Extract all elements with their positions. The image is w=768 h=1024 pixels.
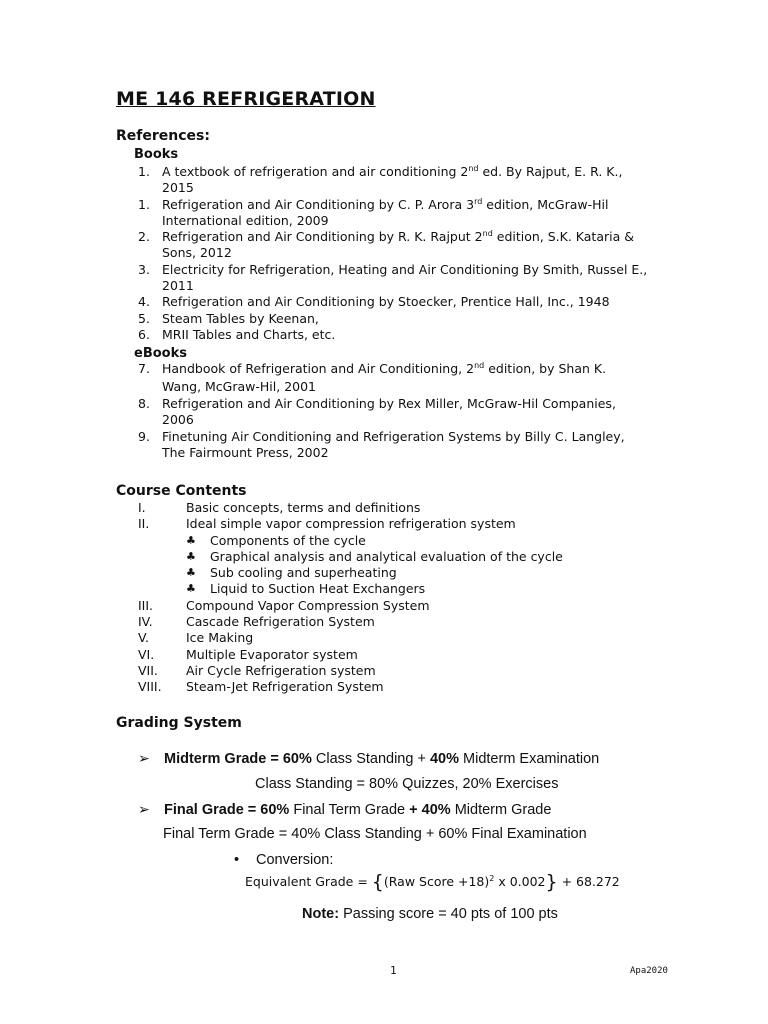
course-item-number: II. [138, 516, 150, 532]
reference-number: 1. [138, 164, 150, 179]
reference-text [162, 311, 648, 327]
reference-text-main: A textbook of refrigeration and air conditioning 2 [162, 164, 469, 179]
reference-text-main: Handbook of Refrigeration and Air Conditioning, 2 [162, 361, 475, 376]
reference-number: 9. [138, 428, 150, 444]
page-number: 1 [390, 964, 397, 977]
reference-text [162, 327, 648, 343]
conversion-label: Conversion: [256, 852, 334, 868]
course-subitem [138, 533, 638, 549]
course-item [138, 614, 638, 630]
equiv-mid: (Raw Score +18) [383, 874, 490, 889]
course-item [138, 630, 638, 646]
reference-item [138, 262, 648, 295]
final-grade-pct: + 40% [409, 802, 451, 818]
class-standing-line: Class Standing = 80% Quizzes, 20% Exercises [255, 776, 559, 792]
document-id: Apa2020 [630, 966, 668, 976]
course-item-text: Steam-Jet Refrigeration System [186, 679, 384, 695]
equiv-end: + 68.272 [557, 874, 620, 889]
reference-item [138, 429, 648, 462]
course-item-number: IV. [138, 614, 153, 630]
equivalent-grade-formula [245, 871, 620, 893]
club-bullet-icon: ♣ [186, 566, 196, 580]
course-subitem-text: Components of the cycle [210, 532, 366, 548]
reference-text [162, 262, 648, 295]
club-bullet-icon: ♣ [186, 549, 196, 563]
reference-item [138, 396, 648, 429]
course-subitem [138, 565, 638, 581]
course-subitem-text: Sub cooling and superheating [210, 565, 397, 581]
course-subitem [138, 549, 638, 565]
reference-text-rest: edition, S.K. Kataria & Sons, 2012 [162, 229, 634, 261]
course-item-text: Ideal simple vapor compression refrigeration system [186, 516, 516, 532]
reference-item [138, 294, 648, 310]
reference-superscript: nd [468, 163, 479, 173]
reference-item [138, 197, 648, 230]
course-item-number: III. [138, 597, 154, 613]
course-item-text: Ice Making [186, 630, 254, 646]
reference-text-main: Refrigeration and Air Conditioning by Stoecker, Prentice Hall, Inc., 1948 [162, 294, 610, 310]
equiv-pre: Equivalent Grade = [245, 874, 372, 889]
reference-item [138, 360, 648, 396]
arrow-bullet-icon: ➢ [138, 750, 150, 766]
midterm-grade-line [138, 750, 599, 767]
reference-text-main: Refrigeration and Air Conditioning by Rex Miller, McGraw-Hil Companies, 2006 [162, 396, 616, 428]
reference-superscript: nd [482, 229, 493, 239]
reference-text-rest: ed. By Rajput, E. R. K., 2015 [162, 164, 623, 196]
course-subitem-text: Liquid to Suction Heat Exchangers [210, 581, 426, 597]
course-item [138, 516, 638, 532]
reference-text-main: Electricity for Refrigeration, Heating and Air Conditioning By Smith, Russel E., 2011 [162, 261, 648, 294]
course-item [138, 598, 638, 614]
reference-text-rest: edition, McGraw-Hil International edition, 2009 [162, 196, 609, 228]
grading-system-heading: Grading System [116, 715, 242, 731]
reference-item [138, 229, 648, 262]
course-item-number: VII. [138, 662, 158, 678]
reference-text-main: Steam Tables by Keenan, [162, 310, 319, 326]
course-item-number: VIII. [138, 679, 162, 695]
course-contents-list [138, 500, 638, 696]
course-item-number: VI. [138, 646, 155, 662]
course-item-number: I. [138, 500, 146, 515]
note-label: Note: [302, 906, 340, 922]
note-line [302, 906, 558, 922]
course-subitem [138, 581, 638, 597]
books-heading: Books [134, 147, 179, 162]
midterm-grade-mid: Class Standing + [311, 751, 430, 767]
course-contents-heading: Course Contents [116, 483, 247, 499]
course-item-text: Air Cycle Refrigeration system [186, 662, 376, 678]
reference-item [138, 311, 648, 327]
equiv-sup: 2 [489, 873, 495, 883]
brace-open: { [371, 871, 384, 893]
final-grade-label: Final Grade = 60% [164, 802, 290, 818]
club-bullet-icon: ♣ [186, 533, 196, 547]
reference-superscript: nd [474, 360, 485, 370]
reference-number: 2. [138, 229, 150, 245]
final-grade-mid: Final Term Grade [289, 802, 410, 818]
ebooks-list [138, 360, 648, 461]
equiv-post: x 0.002 [494, 874, 546, 889]
course-item [138, 647, 638, 663]
final-grade-line [138, 801, 551, 818]
conversion-line [234, 852, 333, 868]
reference-text-main: Finetuning Air Conditioning and Refrigeration Systems by Billy C. Langley, The Fairmount Press, 2002 [162, 428, 625, 460]
reference-number: 7. [138, 361, 150, 376]
note-text: Passing score = 40 pts of 100 pts [339, 906, 558, 922]
reference-number: 8. [138, 396, 150, 411]
reference-text-main: Refrigeration and Air Conditioning by C. P. Arora 3 [162, 196, 475, 212]
course-item-text: Compound Vapor Compression System [186, 597, 430, 613]
course-item-number: V. [138, 630, 149, 646]
course-item [138, 679, 638, 695]
final-grade-end: Midterm Grade [450, 802, 552, 818]
midterm-grade-label: Midterm Grade = 60% [164, 751, 312, 767]
course-subitem-text: Graphical analysis and analytical evaluation of the cycle [210, 548, 563, 564]
reference-text-main: Refrigeration and Air Conditioning by R. K. Rajput 2 [162, 229, 483, 245]
page-title: ME 146 REFRIGERATION [116, 88, 376, 110]
brace-close: } [545, 871, 558, 893]
course-item-text: Multiple Evaporator system [186, 646, 358, 662]
reference-number: 6. [138, 326, 150, 342]
final-term-grade-line: Final Term Grade = 40% Class Standing + 60% Final Examination [163, 826, 587, 842]
reference-superscript: rd [474, 196, 483, 206]
course-item-text: Basic concepts, terms and definitions [186, 500, 421, 515]
reference-number: 5. [138, 310, 150, 326]
arrow-bullet-icon: ➢ [138, 801, 150, 817]
reference-item [138, 327, 648, 343]
reference-text-rest: edition, by Shan K. Wang, McGraw-Hil, 2001 [162, 361, 607, 394]
reference-text [162, 229, 648, 262]
reference-number: 4. [138, 294, 150, 310]
midterm-grade-end: Midterm Examination [459, 751, 600, 767]
references-heading: References: [116, 128, 210, 144]
course-item-text: Cascade Refrigeration System [186, 614, 375, 630]
reference-number: 3. [138, 261, 150, 277]
midterm-grade-pct: 40% [429, 751, 459, 767]
course-item [138, 663, 638, 679]
reference-item [138, 164, 648, 197]
reference-number: 1. [138, 196, 150, 212]
club-bullet-icon: ♣ [186, 582, 196, 596]
reference-text [162, 360, 648, 396]
reference-text [162, 396, 648, 429]
reference-text [162, 197, 648, 230]
course-item [138, 500, 638, 516]
reference-text [162, 164, 648, 197]
books-list [138, 164, 648, 343]
reference-text [162, 294, 648, 310]
reference-text [162, 429, 648, 462]
round-bullet-icon: • [234, 852, 240, 868]
reference-text-main: MRII Tables and Charts, etc. [162, 326, 336, 342]
ebooks-heading: eBooks [134, 346, 187, 361]
